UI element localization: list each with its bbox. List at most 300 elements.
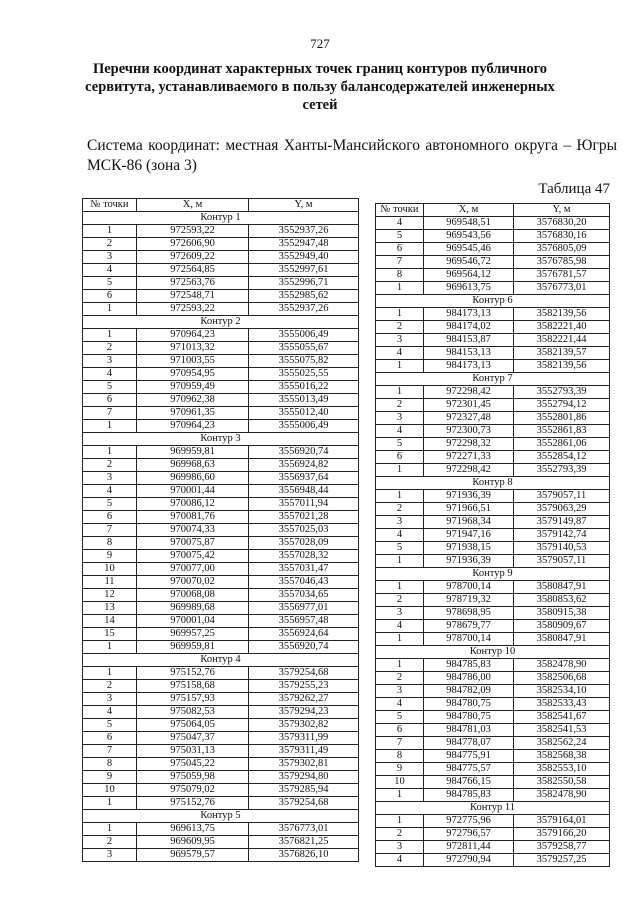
point-number-cell: 8 [376, 269, 424, 282]
contour-header-row [83, 316, 359, 329]
x-coordinate-cell: 972298,42 [424, 464, 514, 477]
table-header-row [83, 199, 359, 212]
contour-header-row [376, 802, 610, 815]
header-x: X, м [424, 204, 514, 217]
point-number-cell: 4 [376, 425, 424, 438]
table-row [376, 607, 610, 620]
x-coordinate-cell: 972327,48 [424, 412, 514, 425]
y-coordinate-cell: 3579294,23 [249, 706, 359, 719]
y-coordinate-cell: 3576773,01 [514, 282, 610, 295]
x-coordinate-cell: 969613,75 [424, 282, 514, 295]
table-row [376, 698, 610, 711]
x-coordinate-cell: 969543,56 [424, 230, 514, 243]
y-coordinate-cell: 3555006,49 [249, 420, 359, 433]
y-coordinate-cell: 3555012,40 [249, 407, 359, 420]
table-row [376, 256, 610, 269]
y-coordinate-cell: 3555006,49 [249, 329, 359, 342]
point-number-cell: 6 [376, 243, 424, 256]
table-row [83, 511, 359, 524]
contour-header-row [376, 568, 610, 581]
x-coordinate-cell: 984781,03 [424, 724, 514, 737]
y-coordinate-cell: 3579149,87 [514, 516, 610, 529]
table-row [83, 550, 359, 563]
x-coordinate-cell: 975157,93 [137, 693, 249, 706]
x-coordinate-cell: 972298,32 [424, 438, 514, 451]
x-coordinate-cell: 969545,46 [424, 243, 514, 256]
x-coordinate-cell: 978700,14 [424, 633, 514, 646]
table-row [376, 490, 610, 503]
x-coordinate-cell: 970075,87 [137, 537, 249, 550]
table-row [376, 581, 610, 594]
contour-label: Контур 1 [83, 212, 359, 225]
y-coordinate-cell: 3556924,82 [249, 459, 359, 472]
table-row [376, 620, 610, 633]
y-coordinate-cell: 3582139,56 [514, 360, 610, 373]
table-row [83, 238, 359, 251]
y-coordinate-cell: 3579063,29 [514, 503, 610, 516]
point-number-cell: 4 [376, 698, 424, 711]
page-number: 727 [310, 36, 330, 51]
contour-label: Контур 7 [376, 373, 610, 386]
table-row [83, 563, 359, 576]
y-coordinate-cell: 3579254,68 [249, 667, 359, 680]
table-row [376, 217, 610, 230]
table-row [376, 633, 610, 646]
contour-label: Контур 3 [83, 433, 359, 446]
point-number-cell: 10 [83, 563, 137, 576]
y-coordinate-cell: 3556977,01 [249, 602, 359, 615]
point-number-cell: 1 [83, 329, 137, 342]
x-coordinate-cell: 975152,76 [137, 797, 249, 810]
x-coordinate-cell: 970075,42 [137, 550, 249, 563]
y-coordinate-cell: 3579140,53 [514, 542, 610, 555]
point-number-cell: 2 [83, 459, 137, 472]
x-coordinate-cell: 984153,13 [424, 347, 514, 360]
x-coordinate-cell: 969959,81 [137, 641, 249, 654]
table-row [376, 516, 610, 529]
point-number-cell: 4 [83, 485, 137, 498]
y-coordinate-cell: 3556948,44 [249, 485, 359, 498]
point-number-cell: 1 [83, 225, 137, 238]
x-coordinate-cell: 984778,07 [424, 737, 514, 750]
x-coordinate-cell: 970070,02 [137, 576, 249, 589]
y-coordinate-cell: 3580853,62 [514, 594, 610, 607]
point-number-cell: 9 [83, 771, 137, 784]
y-coordinate-cell: 3579257,25 [514, 854, 610, 867]
x-coordinate-cell: 971003,55 [137, 355, 249, 368]
y-coordinate-cell: 3556920,74 [249, 446, 359, 459]
point-number-cell: 9 [376, 763, 424, 776]
x-coordinate-cell: 969548,51 [424, 217, 514, 230]
table-row [83, 732, 359, 745]
y-coordinate-cell: 3582562,24 [514, 737, 610, 750]
header-point-number: № точки [376, 204, 424, 217]
point-number-cell: 1 [83, 420, 137, 433]
table-row [376, 334, 610, 347]
y-coordinate-cell: 3579057,11 [514, 555, 610, 568]
point-number-cell: 1 [83, 303, 137, 316]
x-coordinate-cell: 970068,08 [137, 589, 249, 602]
point-number-cell: 7 [83, 524, 137, 537]
x-coordinate-cell: 970001,44 [137, 485, 249, 498]
table-row [376, 737, 610, 750]
x-coordinate-cell: 975152,76 [137, 667, 249, 680]
table-row [83, 706, 359, 719]
x-coordinate-cell: 972300,73 [424, 425, 514, 438]
table-row [376, 815, 610, 828]
point-number-cell: 1 [376, 360, 424, 373]
table-row [83, 784, 359, 797]
y-coordinate-cell: 3557021,28 [249, 511, 359, 524]
y-coordinate-cell: 3582139,56 [514, 308, 610, 321]
table-row [83, 719, 359, 732]
y-coordinate-cell: 3576773,01 [249, 823, 359, 836]
table-row [83, 290, 359, 303]
point-number-cell: 7 [83, 407, 137, 420]
table-row [83, 615, 359, 628]
point-number-cell: 2 [376, 399, 424, 412]
x-coordinate-cell: 975059,98 [137, 771, 249, 784]
x-coordinate-cell: 975045,22 [137, 758, 249, 771]
x-coordinate-cell: 970962,38 [137, 394, 249, 407]
table-row [376, 438, 610, 451]
x-coordinate-cell: 971013,32 [137, 342, 249, 355]
y-coordinate-cell: 3582550,58 [514, 776, 610, 789]
x-coordinate-cell: 978719,32 [424, 594, 514, 607]
y-coordinate-cell: 3552947,48 [249, 238, 359, 251]
y-coordinate-cell: 3557034,65 [249, 589, 359, 602]
x-coordinate-cell: 972606,90 [137, 238, 249, 251]
x-coordinate-cell: 972593,22 [137, 225, 249, 238]
point-number-cell: 2 [376, 828, 424, 841]
y-coordinate-cell: 3556924,64 [249, 628, 359, 641]
x-coordinate-cell: 969959,81 [137, 446, 249, 459]
point-number-cell: 14 [83, 615, 137, 628]
y-coordinate-cell: 3557028,32 [249, 550, 359, 563]
point-number-cell: 1 [376, 386, 424, 399]
y-coordinate-cell: 3582541,53 [514, 724, 610, 737]
table-row [376, 776, 610, 789]
y-coordinate-cell: 3556937,64 [249, 472, 359, 485]
point-number-cell: 7 [376, 256, 424, 269]
point-number-cell: 1 [376, 490, 424, 503]
contour-label: Контур 10 [376, 646, 610, 659]
table-body-right [376, 217, 610, 867]
table-row [376, 503, 610, 516]
table-row [83, 329, 359, 342]
y-coordinate-cell: 3582533,43 [514, 698, 610, 711]
y-coordinate-cell: 3579166,20 [514, 828, 610, 841]
y-coordinate-cell: 3582568,38 [514, 750, 610, 763]
table-row [83, 420, 359, 433]
point-number-cell: 13 [83, 602, 137, 615]
table-row [376, 451, 610, 464]
contour-label: Контур 9 [376, 568, 610, 581]
y-coordinate-cell: 3580847,91 [514, 581, 610, 594]
y-coordinate-cell: 3552794,12 [514, 399, 610, 412]
y-coordinate-cell: 3582534,10 [514, 685, 610, 698]
point-number-cell: 9 [83, 550, 137, 563]
contour-label: Контур 5 [83, 810, 359, 823]
table-row [83, 771, 359, 784]
point-number-cell: 8 [376, 750, 424, 763]
x-coordinate-cell: 978679,77 [424, 620, 514, 633]
point-number-cell: 2 [376, 503, 424, 516]
table-row [83, 394, 359, 407]
x-coordinate-cell: 984780,75 [424, 698, 514, 711]
table-row [376, 841, 610, 854]
x-coordinate-cell: 970961,35 [137, 407, 249, 420]
table-row [83, 849, 359, 862]
x-coordinate-cell: 975158,68 [137, 680, 249, 693]
table-row [376, 347, 610, 360]
x-coordinate-cell: 975047,37 [137, 732, 249, 745]
table-row [83, 498, 359, 511]
table-row [376, 763, 610, 776]
x-coordinate-cell: 984785,83 [424, 659, 514, 672]
point-number-cell: 1 [83, 797, 137, 810]
y-coordinate-cell: 3576830,20 [514, 217, 610, 230]
point-number-cell: 5 [376, 542, 424, 555]
y-coordinate-cell: 3580915,38 [514, 607, 610, 620]
point-number-cell: 10 [83, 784, 137, 797]
contour-header-row [376, 295, 610, 308]
y-coordinate-cell: 3580909,67 [514, 620, 610, 633]
table-row [376, 542, 610, 555]
point-number-cell: 1 [376, 633, 424, 646]
y-coordinate-cell: 3582478,90 [514, 659, 610, 672]
table-row [83, 836, 359, 849]
x-coordinate-cell: 970964,23 [137, 329, 249, 342]
y-coordinate-cell: 3552793,39 [514, 464, 610, 477]
table-row [83, 797, 359, 810]
point-number-cell: 7 [376, 737, 424, 750]
point-number-cell: 12 [83, 589, 137, 602]
x-coordinate-cell: 970964,23 [137, 420, 249, 433]
header-point-number: № точки [83, 199, 137, 212]
y-coordinate-cell: 3552861,83 [514, 425, 610, 438]
x-coordinate-cell: 972593,22 [137, 303, 249, 316]
table-row [83, 823, 359, 836]
contour-header-row [83, 810, 359, 823]
point-number-cell: 6 [83, 732, 137, 745]
y-coordinate-cell: 3579302,82 [249, 719, 359, 732]
table-row [376, 360, 610, 373]
x-coordinate-cell: 972564,85 [137, 264, 249, 277]
contour-header-row [83, 433, 359, 446]
point-number-cell: 11 [83, 576, 137, 589]
x-coordinate-cell: 972298,42 [424, 386, 514, 399]
point-number-cell: 1 [83, 823, 137, 836]
y-coordinate-cell: 3582506,68 [514, 672, 610, 685]
point-number-cell: 2 [83, 836, 137, 849]
x-coordinate-cell: 975031,13 [137, 745, 249, 758]
y-coordinate-cell: 3557025,03 [249, 524, 359, 537]
point-number-cell: 3 [376, 516, 424, 529]
point-number-cell: 1 [376, 659, 424, 672]
x-coordinate-cell: 970086,12 [137, 498, 249, 511]
point-number-cell: 3 [376, 412, 424, 425]
table-row [83, 524, 359, 537]
y-coordinate-cell: 3557031,47 [249, 563, 359, 576]
table-row [83, 342, 359, 355]
x-coordinate-cell: 969613,75 [137, 823, 249, 836]
point-number-cell: 3 [376, 841, 424, 854]
point-number-cell: 3 [83, 251, 137, 264]
x-coordinate-cell: 975082,53 [137, 706, 249, 719]
table-row [376, 789, 610, 802]
point-number-cell: 2 [83, 238, 137, 251]
point-number-cell: 1 [376, 581, 424, 594]
table-row [83, 680, 359, 693]
y-coordinate-cell: 3576785,98 [514, 256, 610, 269]
x-coordinate-cell: 984775,91 [424, 750, 514, 763]
table-row [376, 308, 610, 321]
x-coordinate-cell: 969546,72 [424, 256, 514, 269]
point-number-cell: 15 [83, 628, 137, 641]
point-number-cell: 4 [83, 264, 137, 277]
y-coordinate-cell: 3582478,90 [514, 789, 610, 802]
point-number-cell: 1 [376, 464, 424, 477]
y-coordinate-cell: 3579255,23 [249, 680, 359, 693]
table-row [83, 303, 359, 316]
point-number-cell: 4 [376, 347, 424, 360]
point-number-cell: 3 [376, 685, 424, 698]
point-number-cell: 6 [376, 451, 424, 464]
table-row [376, 386, 610, 399]
y-coordinate-cell: 3579254,68 [249, 797, 359, 810]
y-coordinate-cell: 3579311,49 [249, 745, 359, 758]
x-coordinate-cell: 971936,39 [424, 490, 514, 503]
y-coordinate-cell: 3579057,11 [514, 490, 610, 503]
point-number-cell: 3 [83, 849, 137, 862]
point-number-cell: 3 [83, 693, 137, 706]
y-coordinate-cell: 3552861,06 [514, 438, 610, 451]
contour-label: Контур 11 [376, 802, 610, 815]
point-number-cell: 5 [83, 498, 137, 511]
table-row [376, 594, 610, 607]
y-coordinate-cell: 3582221,44 [514, 334, 610, 347]
table-row [83, 407, 359, 420]
point-number-cell: 2 [376, 672, 424, 685]
point-number-cell: 6 [83, 394, 137, 407]
table-row [83, 225, 359, 238]
x-coordinate-cell: 984775,57 [424, 763, 514, 776]
table-row [376, 412, 610, 425]
contour-label: Контур 8 [376, 477, 610, 490]
table-row [376, 399, 610, 412]
y-coordinate-cell: 3552997,61 [249, 264, 359, 277]
table-row [376, 464, 610, 477]
point-number-cell: 5 [376, 711, 424, 724]
y-coordinate-cell: 3579311,99 [249, 732, 359, 745]
point-number-cell: 1 [376, 308, 424, 321]
y-coordinate-cell: 3555013,49 [249, 394, 359, 407]
y-coordinate-cell: 3579262,27 [249, 693, 359, 706]
x-coordinate-cell: 971938,15 [424, 542, 514, 555]
y-coordinate-cell: 3576830,16 [514, 230, 610, 243]
point-number-cell: 10 [376, 776, 424, 789]
point-number-cell: 6 [83, 290, 137, 303]
point-number-cell: 1 [83, 446, 137, 459]
table-row [83, 576, 359, 589]
point-number-cell: 1 [376, 789, 424, 802]
document-title: Перечни координат характерных точек границ контуров публичного сервитута, устанавливаемого в пользу балансодержателей инженерных сетей [85, 61, 555, 113]
table-row [376, 724, 610, 737]
y-coordinate-cell: 3556957,48 [249, 615, 359, 628]
header-y: Y, м [514, 204, 610, 217]
y-coordinate-cell: 3552854,12 [514, 451, 610, 464]
contour-label: Контур 4 [83, 654, 359, 667]
x-coordinate-cell: 984766,15 [424, 776, 514, 789]
x-coordinate-cell: 972301,45 [424, 399, 514, 412]
y-coordinate-cell: 3582553,10 [514, 763, 610, 776]
x-coordinate-cell: 972563,76 [137, 277, 249, 290]
table-row [83, 641, 359, 654]
point-number-cell: 1 [376, 555, 424, 568]
table-row [83, 251, 359, 264]
point-number-cell: 1 [83, 667, 137, 680]
table-row [376, 425, 610, 438]
y-coordinate-cell: 3555016,22 [249, 381, 359, 394]
point-number-cell: 3 [83, 472, 137, 485]
point-number-cell: 5 [83, 719, 137, 732]
coordinates-table-left [82, 198, 359, 862]
table-row [376, 685, 610, 698]
y-coordinate-cell: 3552793,39 [514, 386, 610, 399]
x-coordinate-cell: 972796,57 [424, 828, 514, 841]
y-coordinate-cell: 3555075,82 [249, 355, 359, 368]
y-coordinate-cell: 3582139,57 [514, 347, 610, 360]
y-coordinate-cell: 3556920,74 [249, 641, 359, 654]
point-number-cell: 4 [376, 529, 424, 542]
y-coordinate-cell: 3552949,40 [249, 251, 359, 264]
x-coordinate-cell: 970001,04 [137, 615, 249, 628]
point-number-cell: 4 [376, 217, 424, 230]
table-header-row [376, 204, 610, 217]
point-number-cell: 8 [83, 537, 137, 550]
x-coordinate-cell: 972775,96 [424, 815, 514, 828]
table-row [83, 277, 359, 290]
table-row [376, 555, 610, 568]
y-coordinate-cell: 3557046,43 [249, 576, 359, 589]
x-coordinate-cell: 969986,60 [137, 472, 249, 485]
point-number-cell: 5 [376, 438, 424, 451]
x-coordinate-cell: 984153,87 [424, 334, 514, 347]
table-row [376, 659, 610, 672]
x-coordinate-cell: 969579,57 [137, 849, 249, 862]
point-number-cell: 7 [83, 745, 137, 758]
x-coordinate-cell: 972790,94 [424, 854, 514, 867]
table-row [376, 230, 610, 243]
x-coordinate-cell: 969968,63 [137, 459, 249, 472]
point-number-cell: 1 [376, 815, 424, 828]
y-coordinate-cell: 3579285,94 [249, 784, 359, 797]
x-coordinate-cell: 984780,75 [424, 711, 514, 724]
x-coordinate-cell: 971966,51 [424, 503, 514, 516]
table-body-left [83, 212, 359, 862]
point-number-cell: 2 [83, 342, 137, 355]
point-number-cell: 3 [376, 607, 424, 620]
y-coordinate-cell: 3576805,09 [514, 243, 610, 256]
y-coordinate-cell: 3555025,55 [249, 368, 359, 381]
x-coordinate-cell: 984173,13 [424, 360, 514, 373]
x-coordinate-cell: 970074,33 [137, 524, 249, 537]
y-coordinate-cell: 3552985,62 [249, 290, 359, 303]
contour-label: Контур 2 [83, 316, 359, 329]
coordinates-table-right [375, 203, 610, 867]
x-coordinate-cell: 970954,95 [137, 368, 249, 381]
